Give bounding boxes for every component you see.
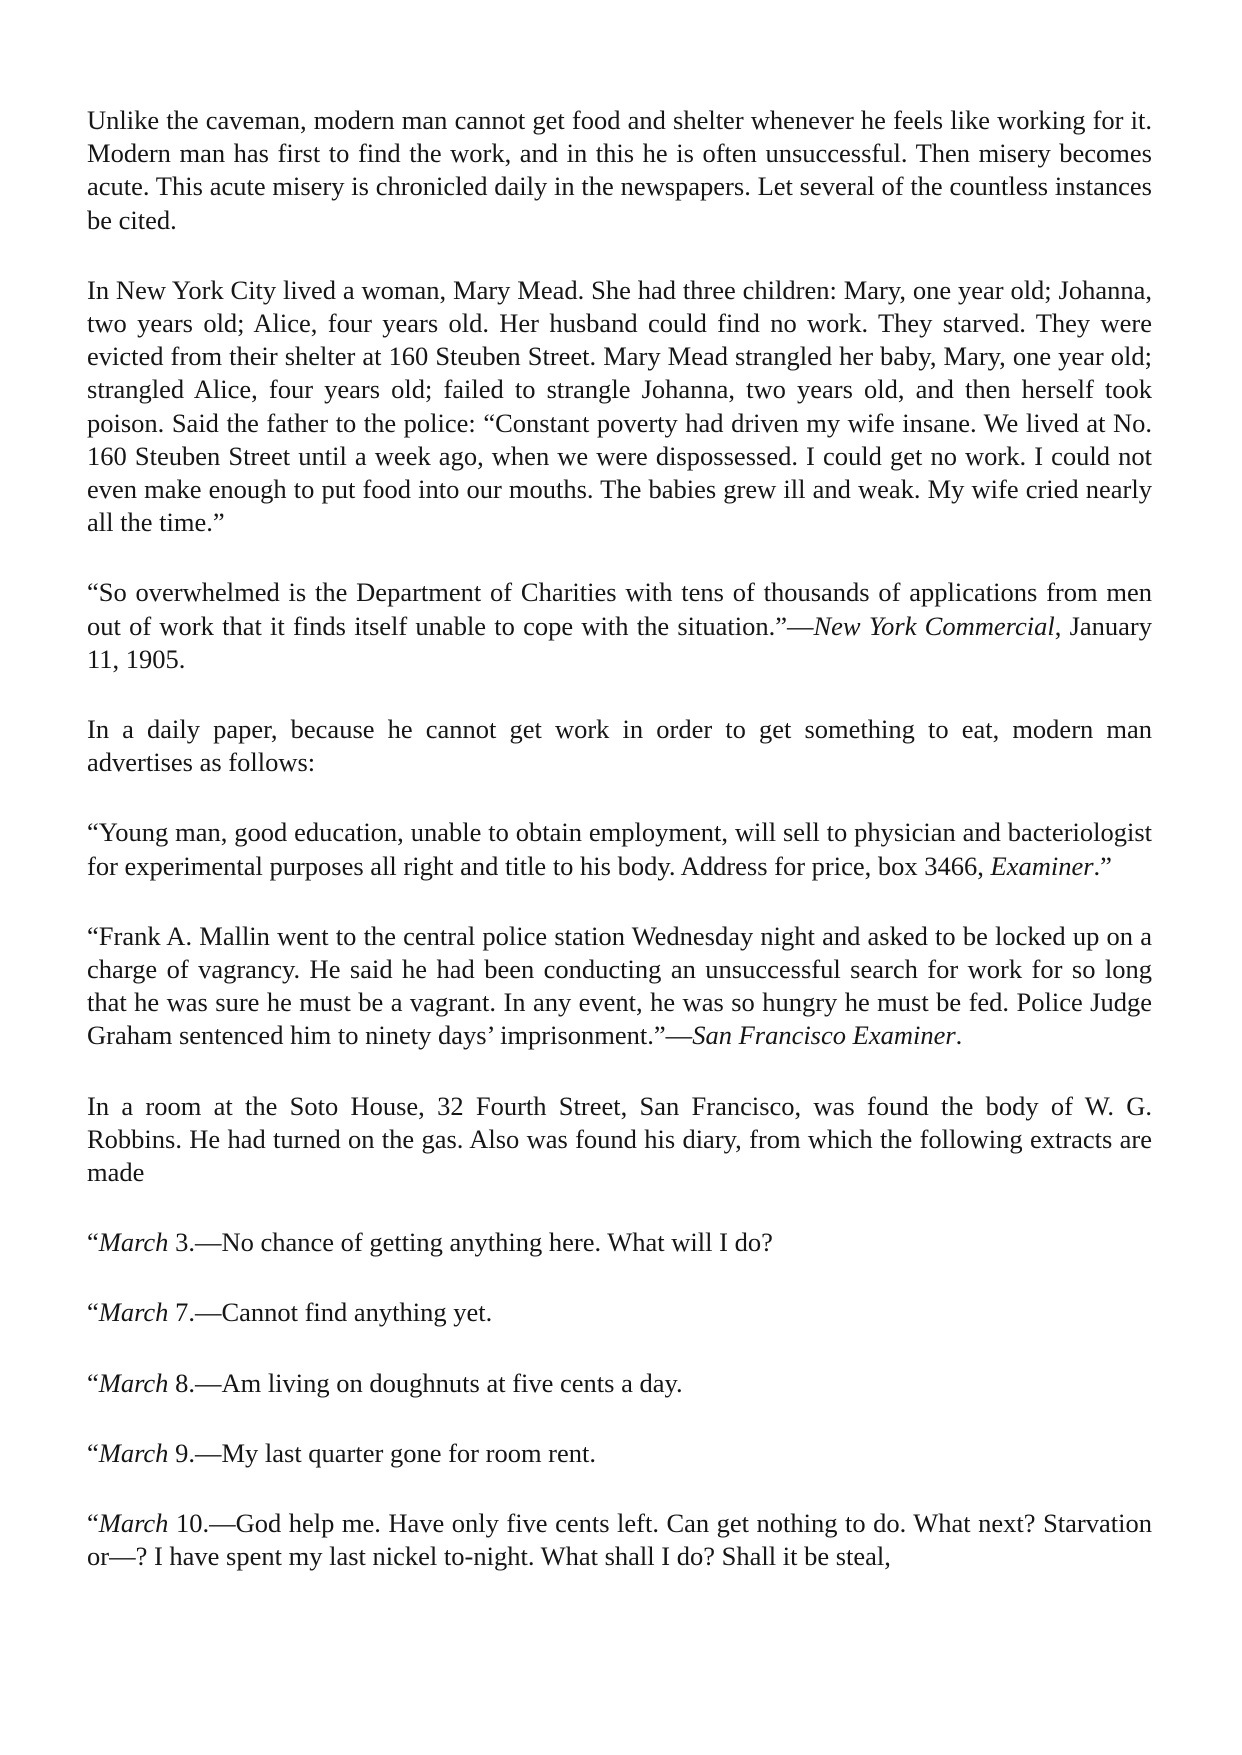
diary-month: March — [98, 1508, 169, 1539]
ad-source: Examiner — [990, 850, 1094, 881]
diary-entry — [87, 1226, 1152, 1259]
mallin-source: San Francisco Examiner — [692, 1020, 956, 1051]
diary-month: March — [98, 1437, 169, 1468]
diary-text: 8.—Am living on doughnuts at five cents a day. — [168, 1367, 683, 1398]
diary-open-quote: “ — [87, 1437, 99, 1468]
diary-text: 7.—Cannot find anything yet. — [168, 1297, 493, 1328]
diary-month: March — [98, 1367, 169, 1398]
diary-open-quote: “ — [87, 1227, 99, 1258]
diary-text: 10.—God help me. Have only five cents left. Can get nothing to do. What next? Starvation or—? I have spent my last nickel to-night. What shall I do? Shall it be steal, — [87, 1508, 1152, 1572]
diary-open-quote: “ — [87, 1508, 99, 1539]
quote-text: “So overwhelmed is the Department of Charities with tens of thousands of applications from men out of work that it finds itself unable to cope with the situation.”— — [87, 577, 1152, 641]
document-page — [87, 104, 1152, 1574]
mallin-tail: . — [955, 1020, 963, 1051]
mallin-text: “Frank A. Mallin went to the central police station Wednesday night and asked to be locked up on a charge of vagrancy. He said he had been conducting an unsuccessful search for work for so long that he was sure he must be a vagrant. In any event, he was so hungry he must be fed. Police Judge Graham sentenced him to ninety days’ imprisonment.”— — [87, 920, 1152, 1051]
diary-text: 3.—No chance of getting anything here. What will I do? — [168, 1227, 773, 1258]
ad-tail: .” — [1093, 850, 1112, 881]
paragraph-mallin — [87, 920, 1152, 1053]
diary-open-quote: “ — [87, 1367, 99, 1398]
paragraph-advertisement — [87, 816, 1152, 882]
ad-text: “Young man, good education, unable to obtain employment, will sell to physician and bacteriologist for experimental purposes all right and title to his body. Address for price, box 3466, — [87, 817, 1152, 881]
diary-month: March — [98, 1227, 169, 1258]
paragraph-caveman: Unlike the caveman, modern man cannot get food and shelter whenever he feels like working for it. Modern man has first to find the work, and in this he is often unsuccessful. Then misery becomes acute. This acute misery is chronicled daily in the newspapers. Let several of the countless instances be cited. — [87, 105, 1152, 235]
diary-open-quote: “ — [87, 1297, 99, 1328]
paragraph-daily-paper: In a daily paper, because he cannot get work in order to get something to eat, modern man advertises as follows: — [87, 714, 1152, 778]
diary-month: March — [98, 1297, 169, 1328]
diary-entry — [87, 1437, 1152, 1470]
quote-tail: , January 11, 1905. — [87, 610, 1152, 674]
quote-source: New York Commercial — [813, 610, 1055, 641]
diary-entry — [87, 1507, 1152, 1573]
diary-entry — [87, 1296, 1152, 1329]
diary-entry — [87, 1367, 1152, 1400]
diary-text: 9.—My last quarter gone for room rent. — [168, 1437, 597, 1468]
paragraph-mary-mead: In New York City lived a woman, Mary Mead. She had three children: Mary, one year old; Johanna, two years old; Alice, four years old. Her husband could find no work. They starved. They were evicted from their shelter at 160 Steuben Street. Mary Mead strangled her baby, Mary, one year old; strangled Alice, four years old; failed to strangle Johanna, two years old, and then herself took poison. Said the father to the police: “Constant poverty had driven my wife insane. We lived at No. 160 Steuben Street until a week ago, when we were dispossessed. I could get no work. I could not even make enough to put food into our mouths. The babies grew ill and weak. My wife cried nearly all the time.” — [87, 274, 1152, 538]
paragraph-robbins: In a room at the Soto House, 32 Fourth Street, San Francisco, was found the body of W. G. Robbins. He had turned on the gas. Also was found his diary, from which the following extracts are made — [87, 1090, 1152, 1188]
paragraph-charities-quote — [87, 576, 1152, 676]
